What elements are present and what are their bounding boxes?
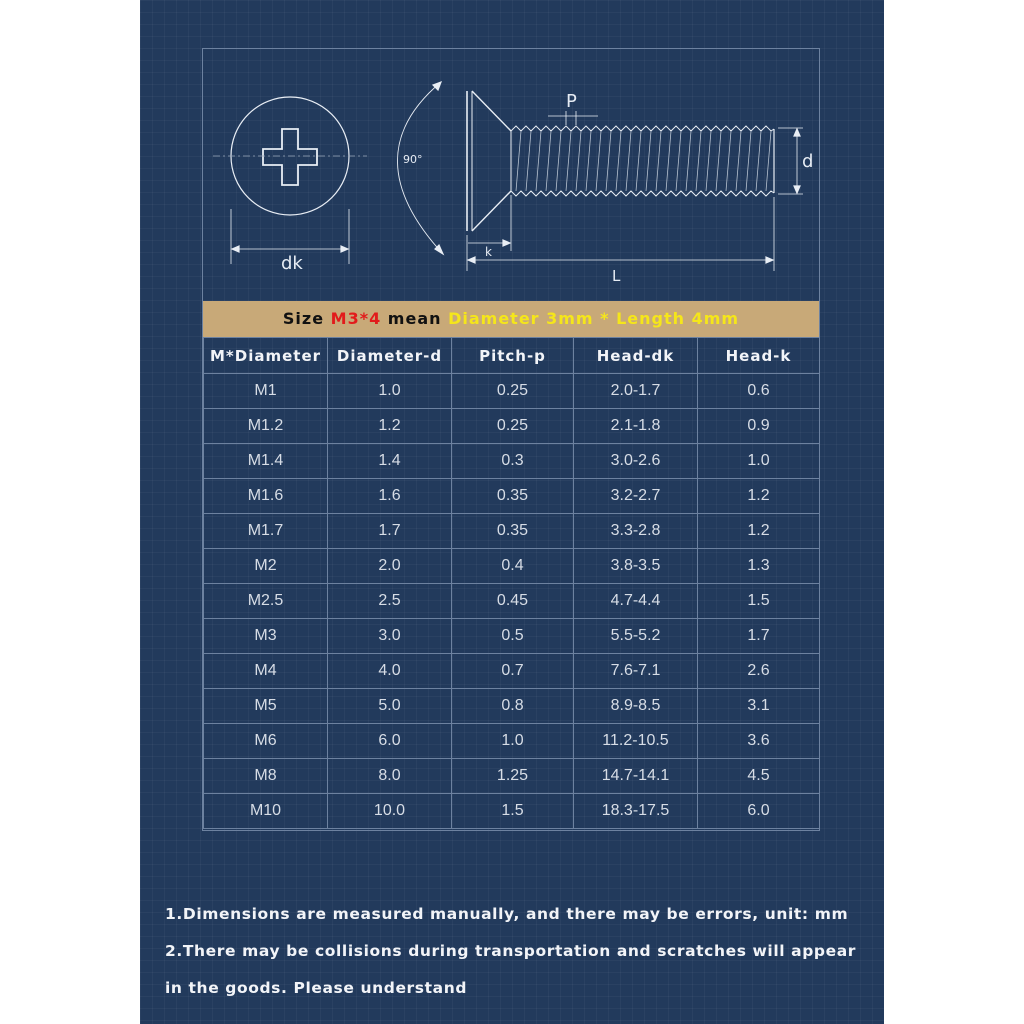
table-cell: 3.1 [698, 689, 820, 724]
column-header: Pitch-p [452, 338, 574, 374]
table-cell: 4.5 [698, 759, 820, 794]
table-row [204, 759, 820, 794]
column-header: Head-dk [574, 338, 698, 374]
table-cell: M2.5 [204, 584, 328, 619]
table-cell: 18.3-17.5 [574, 794, 698, 829]
table-cell: 0.5 [452, 619, 574, 654]
table-cell: 3.2-2.7 [574, 479, 698, 514]
table-cell: 3.0-2.6 [574, 444, 698, 479]
head-diameter-label: dk [281, 253, 303, 274]
table-cell: M1.4 [204, 444, 328, 479]
note-transport: 2.There may be collisions during transportation and scratches will appear [165, 942, 857, 960]
table-cell: 2.1-1.8 [574, 409, 698, 444]
size-prefix: Size [282, 309, 331, 328]
pitch-label: P [566, 91, 577, 112]
table-cell: 1.7 [698, 619, 820, 654]
length-label: L [612, 267, 621, 285]
table-cell: M1.7 [204, 514, 328, 549]
angle-label: 90° [403, 153, 423, 166]
table-header-row [204, 338, 820, 374]
table-cell: 3.8-3.5 [574, 549, 698, 584]
size-meaning: Diameter 3mm * Length 4mm [448, 309, 740, 328]
table-cell: 8.9-8.5 [574, 689, 698, 724]
table-cell: 0.6 [698, 374, 820, 409]
table-cell: 5.5-5.2 [574, 619, 698, 654]
table-row [204, 689, 820, 724]
column-header: Diameter-d [328, 338, 452, 374]
size-middle: mean [381, 309, 449, 328]
product-info-panel [140, 0, 884, 1024]
table-cell: 2.5 [328, 584, 452, 619]
table-cell: 1.7 [328, 514, 452, 549]
table-body [204, 374, 820, 829]
table-cell: 0.7 [452, 654, 574, 689]
table-row [204, 584, 820, 619]
table-cell: 8.0 [328, 759, 452, 794]
table-cell: 0.25 [452, 374, 574, 409]
table-cell: 1.0 [698, 444, 820, 479]
table-cell: 0.25 [452, 409, 574, 444]
table-row [204, 619, 820, 654]
size-explanation-banner [203, 301, 819, 337]
screw-dimension-diagram [203, 49, 821, 299]
table-row [204, 724, 820, 759]
table-cell: 0.35 [452, 479, 574, 514]
table-cell: M4 [204, 654, 328, 689]
table-cell: M6 [204, 724, 328, 759]
table-cell: 1.2 [328, 409, 452, 444]
diameter-label: d [802, 151, 814, 172]
table-cell: 2.0-1.7 [574, 374, 698, 409]
phillips-cross-icon [263, 129, 317, 185]
table-cell: M1.6 [204, 479, 328, 514]
table-cell: 1.3 [698, 549, 820, 584]
table-cell: M1.2 [204, 409, 328, 444]
table-cell: 0.35 [452, 514, 574, 549]
table-cell: 0.4 [452, 549, 574, 584]
table-row [204, 654, 820, 689]
table-cell: 1.25 [452, 759, 574, 794]
table-cell: 1.0 [328, 374, 452, 409]
table-cell: M2 [204, 549, 328, 584]
table-cell: M5 [204, 689, 328, 724]
column-header: Head-k [698, 338, 820, 374]
table-cell: 10.0 [328, 794, 452, 829]
table-cell: 1.2 [698, 479, 820, 514]
table-cell: 0.9 [698, 409, 820, 444]
table-cell: 0.3 [452, 444, 574, 479]
table-cell: 1.0 [452, 724, 574, 759]
table-cell: 0.45 [452, 584, 574, 619]
table-cell: 14.7-14.1 [574, 759, 698, 794]
notes-section [165, 896, 875, 1007]
table-cell: 1.5 [452, 794, 574, 829]
table-cell: M3 [204, 619, 328, 654]
table-cell: 2.6 [698, 654, 820, 689]
size-example: M3*4 [330, 309, 382, 328]
head-height-label: k [485, 245, 492, 259]
table-row [204, 549, 820, 584]
table-row [204, 409, 820, 444]
table-cell: M10 [204, 794, 328, 829]
table-cell: 5.0 [328, 689, 452, 724]
table-cell: 3.0 [328, 619, 452, 654]
table-cell: 1.4 [328, 444, 452, 479]
table-cell: 3.6 [698, 724, 820, 759]
note-dimensions: 1.Dimensions are measured manually, and there may be errors, unit: mm [165, 905, 849, 923]
table-cell: 4.0 [328, 654, 452, 689]
table-cell: 0.8 [452, 689, 574, 724]
table-cell: 6.0 [698, 794, 820, 829]
table-cell: 7.6-7.1 [574, 654, 698, 689]
table-cell: 1.6 [328, 479, 452, 514]
table-cell: 11.2-10.5 [574, 724, 698, 759]
note-transport-continued: in the goods. Please understand [165, 979, 468, 997]
table-row [204, 794, 820, 829]
table-cell: 1.2 [698, 514, 820, 549]
column-header: M*Diameter [204, 338, 328, 374]
table-cell: M1 [204, 374, 328, 409]
table-cell: 1.5 [698, 584, 820, 619]
table-row [204, 444, 820, 479]
table-row [204, 514, 820, 549]
dimension-table [203, 337, 820, 829]
table-cell: 3.3-2.8 [574, 514, 698, 549]
table-cell: 6.0 [328, 724, 452, 759]
table-cell: 2.0 [328, 549, 452, 584]
table-cell: 4.7-4.4 [574, 584, 698, 619]
spec-frame [202, 48, 820, 831]
table-row [204, 374, 820, 409]
table-row [204, 479, 820, 514]
table-cell: M8 [204, 759, 328, 794]
